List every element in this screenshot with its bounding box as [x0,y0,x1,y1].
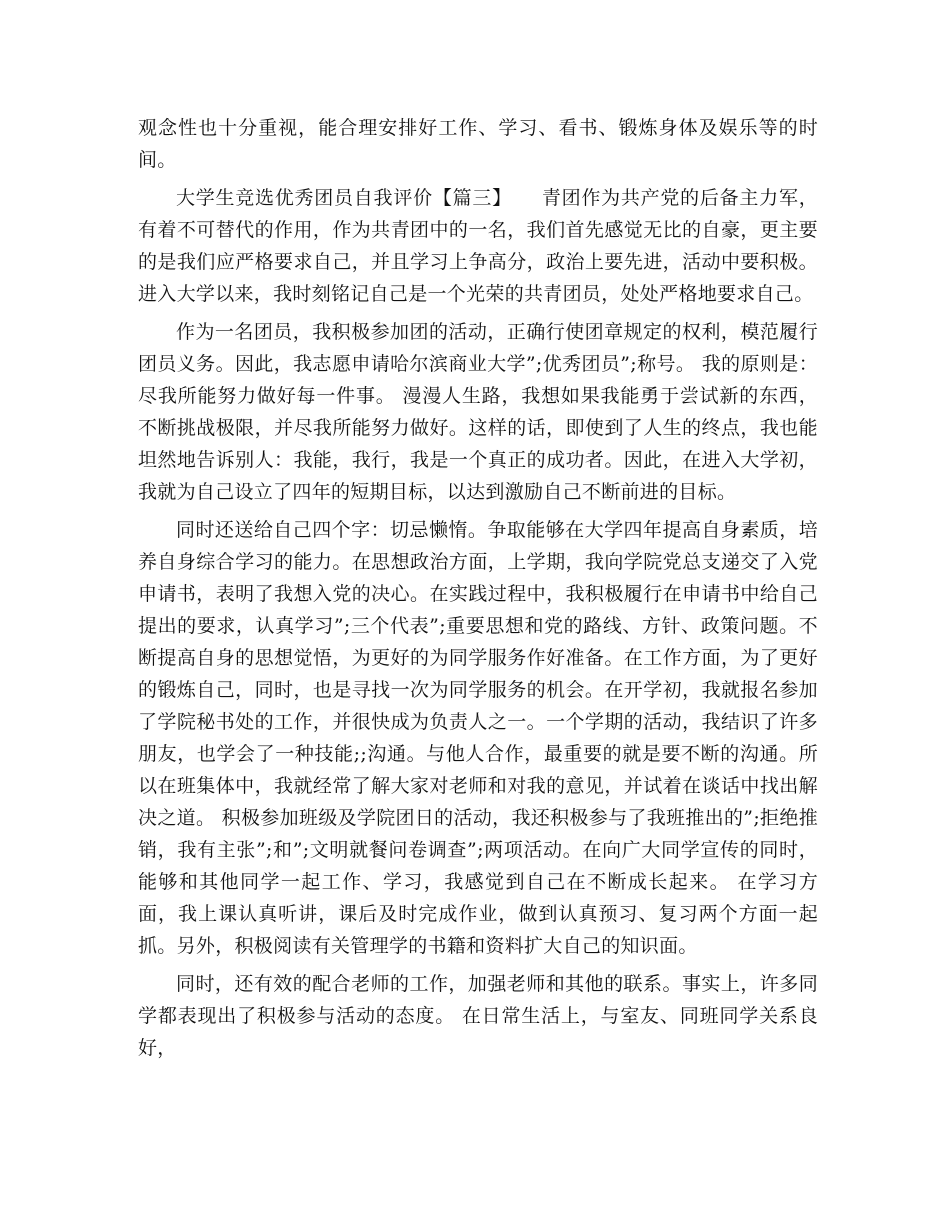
paragraph-study-and-work: 同时还送给自己四个字：切忌懒惰。争取能够在大学四年提高自身素质，培养自身综合学习的能力。在思想政治方面，上学期，我向学院党总支递交了入党申请书，表明了我想入党的决心。在实践过程中，我积极履行在申请书中给自己提出的要求，认真学习”;三个代表”;重要思想和党的路线、方针、政策问题。不断提高自身的思想觉悟，为更好的为同学服务作好准备。在工作方面，为了更好的锻炼自己，同时，也是寻找一次为同学服务的机会。在开学初，我就报名参加了学院秘书处的工作，并很快成为负责人之一。一个学期的活动，我结识了许多朋友，也学会了一种技能;;沟通。与他人合作，最重要的就是要不断的沟通。所以在班集体中，我就经常了解大家对老师和对我的意见，并试着在谈话中找出解决之道。 积极参加班级及学院团日的活动，我还积极参与了我班推出的”;拒绝推销，我有主张”;和”;文明就餐问卷调查”;两项活动。在向广大同学宣传的同时，能够和其他同学一起工作、学习，我感觉到自己在不断成长起来。 在学习方面，我上课认真听讲，课后及时完成作业，做到认真预习、复习两个方面一起抓。另外，积极阅读有关管理学的书籍和资料扩大自己的知识面。 [138,519,818,957]
paragraph-continuation: 观念性也十分重视，能合理安排好工作、学习、看书、锻炼身体及娱乐等的时间。 [138,117,818,171]
paragraph-member-duties: 作为一名团员，我积极参加团的活动，正确行使团章规定的权利，模范履行团员义务。因此，我志愿申请哈尔滨商业大学”;优秀团员”;称号。 我的原则是：尽我所能努力做好每一件事。 漫漫人生路，我想如果我能勇于尝试新的东西，不断挑战极限，并尽我所能努力做好。这样的话，即使到了人生的终点，我也能坦然地告诉别人：我能，我行，我是一个真正的成功者。因此，在进入大学初，我就为自己设立了四年的短期目标，以达到激励自己不断前进的目标。 [138,321,818,503]
document-body [138,112,818,1064]
paragraph-cooperation: 同时，还有效的配合老师的工作，加强老师和其他的联系。事实上，许多同学都表现出了积极参与活动的态度。 在日常生活上，与室友、同班同学关系良好， [138,973,818,1059]
paragraph-section-three-intro: 大学生竞选优秀团员自我评价【篇三】 青团作为共产党的后备主力军，有着不可替代的作用，作为共青团中的一名，我们首先感觉无比的自豪，更主要的是我们应严格要求自己，并且学习上争高分，政治上要先进，活动中要积极。进入大学以来，我时刻铭记自己是一个光荣的共青团员，处处严格地要求自己。 [138,187,818,305]
